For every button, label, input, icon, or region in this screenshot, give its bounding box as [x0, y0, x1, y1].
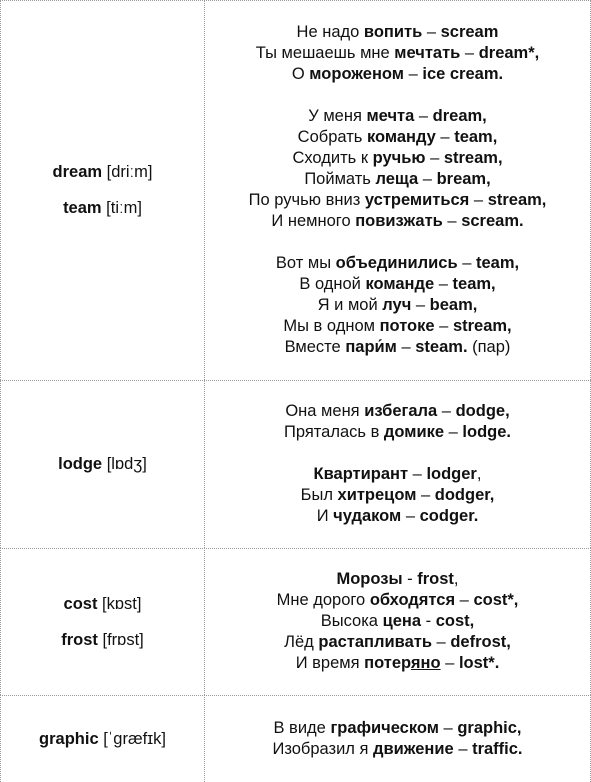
text-segment: Я и мой: [317, 296, 383, 314]
text-segment: По ручью вниз: [248, 191, 365, 209]
bold-segment: потер: [364, 654, 411, 672]
poem-line: [249, 169, 547, 190]
text-segment: –: [401, 507, 420, 525]
word-cell: [0, 0, 205, 380]
text-segment: И: [316, 507, 334, 525]
word-cell: [0, 695, 205, 782]
bold-segment: обходятся: [369, 591, 456, 609]
text-segment: Мы в одном: [283, 317, 380, 335]
text-segment: –: [440, 654, 459, 672]
text-segment: Был: [300, 486, 338, 504]
bold-segment: defrost,: [450, 633, 511, 651]
text-segment: –: [442, 212, 462, 230]
bold-segment: scream: [440, 23, 499, 41]
poem-line: [249, 106, 547, 127]
transcription: [driːm]: [102, 163, 153, 181]
transcription: [tiːm]: [101, 199, 142, 217]
table-row: [0, 695, 591, 782]
poem-line: [249, 148, 547, 169]
poem-cell: [205, 548, 591, 695]
poem-cell: [205, 0, 591, 380]
transcription: [kɒst]: [97, 594, 142, 613]
bold-segment: мечта: [366, 107, 415, 125]
word-text: cost: [63, 594, 98, 613]
poem-line: [276, 295, 519, 316]
poem-stanza: [276, 253, 519, 358]
text-segment: И время: [295, 654, 365, 672]
poem-line: [249, 127, 547, 148]
poem-line: [256, 64, 539, 85]
text-segment: Ты мешаешь мне: [255, 44, 395, 62]
bold-segment: повизжать: [355, 212, 443, 230]
bold-segment: cost*,: [473, 591, 519, 609]
word-text: frost: [61, 630, 98, 649]
bold-segment: stream,: [443, 149, 503, 167]
text-segment: –: [437, 402, 456, 420]
bold-segment: хитрецом: [337, 486, 417, 504]
text-segment: –: [404, 65, 423, 83]
bold-segment: леща: [375, 170, 419, 188]
text-segment: –: [434, 275, 453, 293]
text-segment: О: [291, 65, 310, 83]
bold-segment: stream,: [452, 317, 512, 335]
text-segment: (пар): [467, 338, 511, 356]
text-segment: В виде: [273, 718, 331, 737]
table-row: [0, 0, 591, 380]
poem-stanza: [256, 22, 539, 85]
text-segment: –: [396, 338, 416, 356]
poem-cell: [205, 695, 591, 782]
vocab-word: [63, 198, 142, 218]
poem-line: [277, 653, 519, 674]
poem-line: [276, 253, 519, 274]
text-segment: –: [453, 739, 473, 758]
text-segment: Вот мы: [275, 254, 336, 272]
bold-segment: team,: [454, 128, 498, 146]
text-segment: –: [408, 465, 427, 483]
text-segment: Поймать: [304, 170, 376, 188]
text-segment: У меня: [308, 107, 367, 125]
word-cell: [0, 380, 205, 548]
text-segment: –: [444, 423, 463, 441]
text-segment: И немного: [271, 212, 356, 230]
text-segment: –: [425, 149, 444, 167]
bold-segment: lodge.: [462, 423, 511, 441]
poem-line: [272, 718, 522, 739]
text-segment: Сходить к: [292, 149, 373, 167]
poem-line: [249, 190, 547, 211]
bold-segment: устремиться: [364, 191, 470, 209]
vocab-word: [58, 454, 147, 474]
word-text: team: [63, 199, 102, 217]
text-segment: –: [411, 296, 430, 314]
vocab-word: [39, 729, 166, 749]
text-segment: -: [402, 570, 418, 588]
table-row: [0, 380, 591, 548]
text-segment: –: [434, 317, 453, 335]
bold-segment: dream*,: [478, 44, 540, 62]
bold-segment: Квартирант: [313, 465, 409, 483]
text-segment: –: [469, 191, 488, 209]
text-segment: –: [455, 591, 474, 609]
vocab-word: [64, 594, 142, 614]
poem-cell: [205, 380, 591, 548]
vocab-word: [61, 630, 144, 650]
transcription: [frɒst]: [97, 630, 144, 649]
bold-segment: объединились: [335, 254, 458, 272]
poem-stanza: [284, 401, 511, 443]
bold-segment: lost*.: [458, 654, 500, 672]
text-segment: Пряталась в: [284, 423, 384, 441]
poem-line: [276, 316, 519, 337]
bold-segment: избегала: [364, 402, 438, 420]
bold-segment: scream.: [461, 212, 524, 230]
word-text: graphic: [39, 729, 99, 748]
poem-line: [272, 739, 522, 760]
poem-line: [277, 569, 519, 590]
vocab-word: [53, 162, 153, 182]
poem-line: [276, 274, 519, 295]
text-segment: ,: [453, 570, 459, 588]
bold-segment: чудаком: [333, 507, 402, 525]
poem-line: [301, 506, 495, 527]
bold-segment: команду: [366, 128, 436, 146]
bold-segment: Морозы: [336, 570, 403, 588]
bold-segment: пари́м: [345, 338, 397, 356]
bold-segment: stream,: [487, 191, 547, 209]
text-segment: –: [414, 107, 433, 125]
poem-stanza: [301, 464, 495, 527]
poem-line: [276, 337, 519, 358]
bold-segment: движение: [373, 739, 454, 758]
text-segment: В одной: [299, 275, 366, 293]
text-segment: Она меня: [285, 402, 365, 420]
poem-line: [277, 590, 519, 611]
bold-segment: мечтать: [394, 44, 461, 62]
table-row: [0, 548, 591, 695]
text-segment: Вместе: [284, 338, 346, 356]
bold-segment: team,: [452, 275, 496, 293]
bold-segment: мороженом: [309, 65, 404, 83]
bold-segment: яно: [410, 654, 441, 672]
poem-line: [284, 422, 511, 443]
text-segment: –: [438, 718, 458, 737]
poem-line: [277, 632, 519, 653]
bold-segment: растапливать: [318, 633, 432, 651]
bold-segment: графическом: [330, 718, 439, 737]
poem-line: [277, 611, 519, 632]
text-segment: -: [421, 612, 436, 630]
bold-segment: dodger,: [434, 486, 495, 504]
text-segment: Мне дорого: [276, 591, 370, 609]
word-cell: [0, 548, 205, 695]
text-segment: –: [422, 23, 441, 41]
bold-segment: dream,: [432, 107, 487, 125]
text-segment: Изобразил я: [272, 739, 374, 758]
poem-line: [256, 22, 539, 43]
text-segment: –: [418, 170, 437, 188]
bold-segment: домике: [383, 423, 445, 441]
bold-segment: steam.: [415, 338, 468, 356]
word-text: dream: [52, 163, 103, 181]
text-segment: –: [416, 486, 435, 504]
poem-stanza: [277, 569, 519, 674]
text-segment: –: [460, 44, 479, 62]
bold-segment: codger.: [419, 507, 479, 525]
text-segment: Лёд: [284, 633, 319, 651]
bold-segment: cost,: [435, 612, 475, 630]
bold-segment: beam,: [429, 296, 478, 314]
transcription: [ˈɡræfɪk]: [98, 729, 166, 748]
poem-line: [256, 43, 539, 64]
bold-segment: lodger: [426, 465, 477, 483]
bold-segment: потоке: [379, 317, 435, 335]
poem-line: [301, 485, 495, 506]
bold-segment: ice cream.: [422, 65, 504, 83]
bold-segment: вопить: [363, 23, 423, 41]
text-segment: ,: [476, 465, 482, 483]
poem-line: [301, 464, 495, 485]
poem-stanza: [249, 106, 547, 232]
bold-segment: команде: [365, 275, 435, 293]
bold-segment: team,: [475, 254, 520, 272]
text-segment: Не надо: [296, 23, 364, 41]
text-segment: –: [431, 633, 451, 651]
text-segment: Собрать: [297, 128, 367, 146]
text-segment: –: [457, 254, 476, 272]
word-text: lodge: [58, 455, 103, 473]
text-segment: Высока: [320, 612, 383, 630]
poem-line: [284, 401, 511, 422]
bold-segment: bream,: [436, 170, 491, 188]
bold-segment: луч: [382, 296, 412, 314]
bold-segment: dodge,: [455, 402, 510, 420]
text-segment: –: [435, 128, 455, 146]
poem-stanza: [272, 718, 522, 760]
poem-line: [249, 211, 547, 232]
transcription: [lɒdʒ]: [102, 455, 147, 473]
bold-segment: graphic,: [457, 718, 522, 737]
bold-segment: цена: [382, 612, 422, 630]
bold-segment: traffic.: [472, 739, 523, 758]
bold-segment: ручью: [372, 149, 426, 167]
bold-segment: frost: [417, 570, 454, 588]
